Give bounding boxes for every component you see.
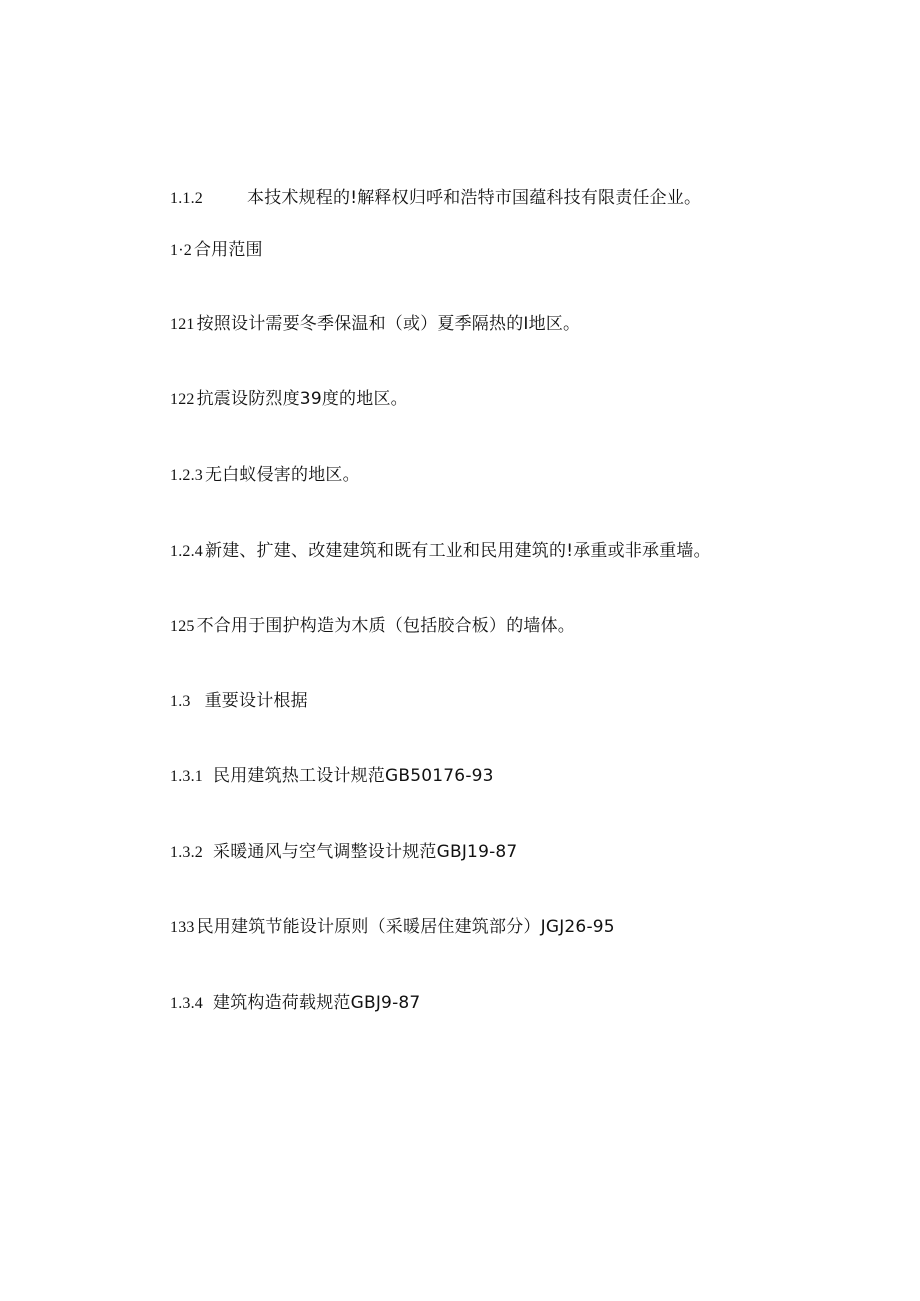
clause-text: 民用建筑节能设计原则（采暖居住建筑部分）JGJ26-95 — [196, 917, 615, 937]
section-title: 合用范围 — [193, 240, 263, 260]
clause-text: 本技术规程的!解释权归呼和浩特市国蕴科技有限责任企业。 — [247, 188, 702, 208]
clause-number: 1.2.4 — [170, 543, 203, 560]
clause-number: 133 — [170, 919, 195, 936]
clause-number: 1.1.2 — [170, 190, 203, 207]
section-number: 1·2 — [170, 242, 192, 259]
clause-number: 121 — [170, 316, 195, 333]
clause-number: 1.3.1 — [170, 768, 203, 785]
clause-1-2-4 — [170, 540, 711, 563]
clause-number: 1.3.2 — [170, 844, 203, 861]
clause-text: 民用建筑热工设计规范GB50176-93 — [213, 766, 494, 786]
clause-1-2-1 — [170, 313, 580, 336]
clause-1-3-4 — [170, 992, 420, 1015]
section-number: 1.3 — [170, 693, 191, 710]
clause-number: 122 — [170, 391, 195, 408]
clause-1-3-1 — [170, 765, 494, 788]
clause-1-2-5 — [170, 615, 575, 638]
clause-text: 采暖通风与空气调整设计规范GBJ19-87 — [213, 842, 518, 862]
clause-text: 按照设计需要冬季保温和（或）夏季隔热的I地区。 — [196, 314, 581, 334]
clause-text: 不合用于围护构造为木质（包括胶合板）的墙体。 — [196, 616, 576, 636]
clause-text: 无白蚁侵害的地区。 — [205, 465, 360, 485]
clause-1-2-3 — [170, 464, 360, 487]
clause-number: 125 — [170, 618, 195, 635]
clause-1-3-2 — [170, 841, 517, 864]
clause-1-2-2 — [170, 388, 408, 411]
clause-number: 1.2.3 — [170, 467, 203, 484]
section-1-3-heading — [170, 690, 308, 713]
clause-text: 新建、扩建、改建建筑和既有工业和民用建筑的!承重或非承重墙。 — [205, 541, 711, 561]
clause-number: 1.3.4 — [170, 995, 203, 1012]
clause-text: 抗震设防烈度39度的地区。 — [196, 389, 408, 409]
clause-1-1-2 — [170, 187, 701, 210]
clause-1-3-3 — [170, 916, 615, 939]
section-1-2-heading — [170, 239, 263, 262]
clause-text: 建筑构造荷载规范GBJ9-87 — [213, 993, 421, 1013]
section-title: 重要设计根据 — [204, 691, 308, 711]
